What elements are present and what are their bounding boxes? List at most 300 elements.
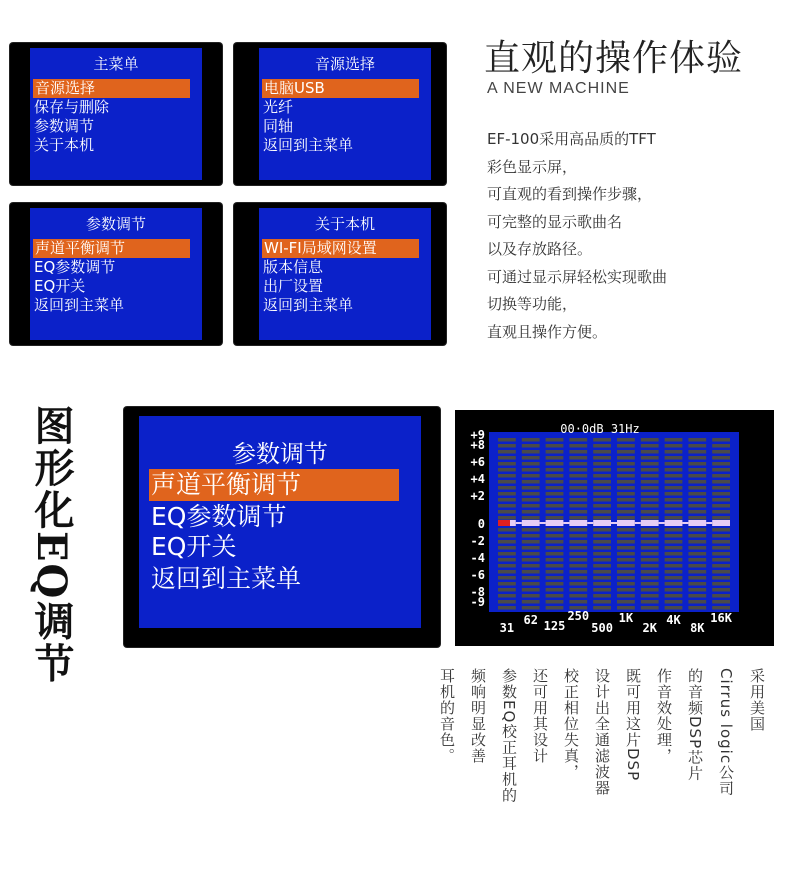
- eq-band-segment: [665, 558, 683, 562]
- eq-band-segment: [665, 552, 683, 556]
- eq-level-marker: [665, 520, 683, 526]
- eq-band-segment: [688, 444, 706, 448]
- eq-band-segment: [522, 450, 540, 454]
- eq-band-segment: [522, 564, 540, 568]
- eq-band-segment: [665, 438, 683, 442]
- eq-band-segment: [593, 504, 611, 508]
- eq-band-segment: [569, 438, 587, 442]
- eq-band-segment: [522, 438, 540, 442]
- eq-band-segment: [665, 516, 683, 520]
- eq-band-segment: [569, 528, 587, 532]
- eq-band-segment: [522, 546, 540, 550]
- eq-band-segment: [641, 570, 659, 574]
- eq-band-segment: [569, 516, 587, 520]
- eq-band-segment: [641, 450, 659, 454]
- eq-band-segment: [569, 540, 587, 544]
- eq-band-segment: [712, 504, 730, 508]
- eq-band-segment: [498, 546, 516, 550]
- eq-band-segment: [688, 534, 706, 538]
- eq-level-marker: [688, 520, 706, 526]
- eq-band-segment: [665, 456, 683, 460]
- menu-item-back[interactable]: 返回到主菜单: [34, 296, 125, 314]
- eq-band-segment: [569, 492, 587, 496]
- eq-band-segment: [712, 498, 730, 502]
- vertical-text-column: Cirrus logic公司: [717, 668, 735, 797]
- eq-band-segment: [522, 480, 540, 484]
- eq-band-segment: [498, 540, 516, 544]
- eq-band-segment: [593, 468, 611, 472]
- menu-item-balance[interactable]: 声道平衡调节: [33, 239, 190, 258]
- menu-item-eq-params[interactable]: EQ参数调节: [34, 258, 116, 276]
- eq-band-segment: [569, 600, 587, 604]
- eq-band-segment: [522, 510, 540, 514]
- eq-band-segment: [522, 576, 540, 580]
- eq-band-segment: [688, 498, 706, 502]
- eq-band-segment: [617, 576, 635, 580]
- eq-band-segment: [522, 462, 540, 466]
- eq-band-segment: [617, 492, 635, 496]
- eq-band-segment: [593, 606, 611, 610]
- eq-band-segment: [522, 516, 540, 520]
- eq-x-tick-label: 2K: [642, 621, 657, 635]
- eq-x-tick-label: 125: [543, 619, 566, 633]
- eq-band-segment: [546, 474, 564, 478]
- eq-band-segment: [665, 444, 683, 448]
- menu-item-balance[interactable]: 声道平衡调节: [149, 469, 399, 501]
- eq-band-segment: [688, 606, 706, 610]
- eq-band-segment: [712, 486, 730, 490]
- eq-band-segment: [569, 486, 587, 490]
- eq-band-segment: [688, 474, 706, 478]
- eq-band-segment: [688, 594, 706, 598]
- eq-band-segment: [546, 480, 564, 484]
- eq-band-segment: [546, 438, 564, 442]
- eq-band-segment: [688, 600, 706, 604]
- menu-screen-about: [234, 203, 446, 345]
- screen-title: 关于本机: [314, 215, 375, 233]
- eq-band-segment: [569, 462, 587, 466]
- eq-band-segment: [688, 456, 706, 460]
- eq-band-segment: [641, 444, 659, 448]
- eq-band-segment: [593, 552, 611, 556]
- eq-band-segment: [712, 456, 730, 460]
- eq-band-segment: [498, 498, 516, 502]
- menu-item-optical[interactable]: 光纤: [263, 98, 294, 116]
- eq-band-segment: [688, 504, 706, 508]
- eq-band-segment: [569, 468, 587, 472]
- eq-band-segment: [522, 606, 540, 610]
- eq-y-tick-label: +2: [470, 489, 485, 503]
- eq-band-segment: [712, 438, 730, 442]
- eq-band-segment: [522, 468, 540, 472]
- eq-band-segment: [593, 576, 611, 580]
- eq-band-segment: [641, 564, 659, 568]
- eq-band-segment: [665, 594, 683, 598]
- eq-band-segment: [546, 462, 564, 466]
- eq-band-segment: [546, 516, 564, 520]
- eq-band-segment: [498, 600, 516, 604]
- eq-band-segment: [712, 606, 730, 610]
- eq-band-segment: [593, 600, 611, 604]
- eq-band-segment: [641, 474, 659, 478]
- vertical-text-column: 参数EQ校正耳机的: [500, 668, 518, 804]
- description-line: 彩色显示屏，: [487, 157, 578, 176]
- vertical-text-column: 的音频DSP芯片: [686, 668, 704, 782]
- eq-band-segment: [498, 480, 516, 484]
- eq-band-segment: [665, 570, 683, 574]
- menu-item-source[interactable]: 音源选择: [33, 79, 190, 98]
- eq-band-segment: [617, 594, 635, 598]
- eq-band-segment: [712, 570, 730, 574]
- vertical-text-column: 既可用这片DSP: [624, 668, 642, 782]
- vertical-text-column: 校正相位失真，: [562, 668, 580, 780]
- eq-band-segment: [546, 552, 564, 556]
- eq-band-segment: [688, 576, 706, 580]
- eq-band-segment: [617, 552, 635, 556]
- eq-band-segment: [498, 510, 516, 514]
- big-menu-screen: [124, 407, 440, 647]
- eq-band-segment: [712, 588, 730, 592]
- eq-band-segment: [569, 546, 587, 550]
- menu-item-back[interactable]: 返回到主菜单: [151, 564, 302, 593]
- eq-level-line: [682, 522, 688, 524]
- eq-band-segment: [546, 492, 564, 496]
- eq-y-tick-label: +6: [470, 455, 485, 469]
- eq-x-tick-label: 62: [523, 613, 538, 627]
- eq-band-segment: [712, 480, 730, 484]
- eq-band-segment: [641, 588, 659, 592]
- eq-band-segment: [593, 588, 611, 592]
- eq-band-segment: [617, 540, 635, 544]
- eq-band-segment: [522, 486, 540, 490]
- eq-band-segment: [641, 516, 659, 520]
- screen-title: 参数调节: [232, 440, 328, 468]
- eq-band-segment: [593, 582, 611, 586]
- eq-band-segment: [522, 528, 540, 532]
- eq-band-segment: [569, 510, 587, 514]
- eq-band-segment: [498, 564, 516, 568]
- eq-band-segment: [569, 582, 587, 586]
- eq-band-segment: [546, 468, 564, 472]
- eq-band-segment: [665, 528, 683, 532]
- eq-band-segment: [712, 462, 730, 466]
- eq-band-segment: [546, 564, 564, 568]
- eq-band-segment: [641, 468, 659, 472]
- eq-band-segment: [712, 510, 730, 514]
- screen-title: 参数调节: [85, 215, 146, 233]
- eq-band-segment: [641, 528, 659, 532]
- eq-band-segment: [641, 438, 659, 442]
- eq-band-segment: [498, 558, 516, 562]
- eq-band-segment: [569, 498, 587, 502]
- eq-band-segment: [665, 540, 683, 544]
- description-line: EF-100采用高品质的TFT: [487, 130, 656, 148]
- eq-band-segment: [498, 576, 516, 580]
- eq-band-segment: [522, 498, 540, 502]
- eq-band-segment: [617, 510, 635, 514]
- menu-item-back[interactable]: 返回到主菜单: [263, 296, 354, 314]
- eq-x-tick-label: 16K: [710, 611, 732, 625]
- eq-band-segment: [569, 450, 587, 454]
- eq-band-segment: [641, 540, 659, 544]
- eq-level-marker: [641, 520, 659, 526]
- description-line: 可完整的显示歌曲名: [487, 212, 623, 231]
- eq-band-segment: [593, 456, 611, 460]
- description-line: 以及存放路径。: [487, 240, 593, 258]
- eq-band-segment: [569, 474, 587, 478]
- eq-level-line: [540, 522, 546, 524]
- eq-band-segment: [712, 552, 730, 556]
- eq-level-line: [587, 522, 593, 524]
- eq-band-segment: [641, 582, 659, 586]
- eq-band-segment: [498, 462, 516, 466]
- eq-band-segment: [546, 570, 564, 574]
- menu-item-about[interactable]: 关于本机: [34, 136, 95, 154]
- eq-band-segment: [641, 600, 659, 604]
- eq-band-segment: [617, 570, 635, 574]
- eq-band-segment: [498, 504, 516, 508]
- eq-band-segment: [569, 534, 587, 538]
- eq-band-segment: [617, 456, 635, 460]
- eq-band-segment: [712, 594, 730, 598]
- eq-band-segment: [688, 468, 706, 472]
- eq-band-segment: [617, 534, 635, 538]
- eq-band-segment: [569, 570, 587, 574]
- eq-band-segment: [546, 600, 564, 604]
- eq-band-segment: [546, 576, 564, 580]
- menu-screen-main: [10, 43, 222, 185]
- eq-band-segment: [569, 444, 587, 448]
- eq-band-segment: [712, 516, 730, 520]
- eq-band-segment: [546, 558, 564, 562]
- eq-band-segment: [688, 516, 706, 520]
- vertical-text-column: 设计出全通滤波器: [593, 668, 611, 796]
- menu-item-factory-reset[interactable]: 出厂设置: [263, 277, 324, 295]
- eq-band-segment: [641, 462, 659, 466]
- eq-x-tick-label: 31: [499, 621, 515, 635]
- eq-band-segment: [522, 558, 540, 562]
- menu-screen-source: [234, 43, 446, 185]
- eq-band-segment: [498, 486, 516, 490]
- eq-band-segment: [498, 474, 516, 478]
- eq-band-segment: [665, 510, 683, 514]
- description: [487, 126, 667, 346]
- menu-item-coaxial[interactable]: 同轴: [263, 117, 294, 135]
- eq-y-tick-label: -2: [470, 534, 485, 548]
- eq-band-segment: [617, 600, 635, 604]
- eq-band-segment: [593, 564, 611, 568]
- eq-y-tick-label: +9: [470, 428, 485, 442]
- eq-band-segment: [617, 468, 635, 472]
- eq-band-segment: [546, 498, 564, 502]
- eq-band-segment: [522, 534, 540, 538]
- eq-band-segment: [688, 570, 706, 574]
- eq-band-segment: [712, 564, 730, 568]
- eq-band-segment: [498, 552, 516, 556]
- eq-band-segment: [641, 576, 659, 580]
- eq-band-segment: [546, 486, 564, 490]
- eq-level-line: [635, 522, 641, 524]
- eq-band-segment: [617, 498, 635, 502]
- eq-band-segment: [641, 492, 659, 496]
- eq-band-segment: [498, 444, 516, 448]
- eq-band-segment: [522, 474, 540, 478]
- eq-band-segment: [688, 438, 706, 442]
- eq-band-segment: [641, 480, 659, 484]
- description-line: 直观且操作方便。: [487, 322, 608, 341]
- menu-item-params[interactable]: 参数调节: [34, 117, 95, 135]
- menu-item-eq-params[interactable]: EQ参数调节: [151, 502, 287, 531]
- eq-band-segment: [522, 570, 540, 574]
- description-line: 可通过显示屏轻松实现歌曲: [487, 267, 668, 286]
- eq-display: [455, 410, 774, 646]
- menu-item-save-delete[interactable]: 保存与删除: [34, 98, 110, 116]
- eq-band-segment: [498, 468, 516, 472]
- eq-band-segment: [641, 546, 659, 550]
- eq-band-segment: [712, 576, 730, 580]
- eq-band-segment: [498, 534, 516, 538]
- eq-band-segment: [522, 492, 540, 496]
- eq-band-segment: [617, 564, 635, 568]
- menu-item-wifi[interactable]: WI-FI局域网设置: [262, 239, 419, 258]
- section-title: 图形化EQ调节: [28, 405, 75, 685]
- eq-band-segment: [665, 474, 683, 478]
- eq-y-tick-label: -4: [470, 551, 485, 565]
- eq-band-segment: [617, 582, 635, 586]
- eq-y-tick-label: -9: [470, 595, 485, 609]
- eq-band-segment: [688, 540, 706, 544]
- eq-level-marker: [617, 520, 635, 526]
- eq-band-segment: [498, 528, 516, 532]
- eq-band-segment: [641, 510, 659, 514]
- eq-x-tick-label: 250: [567, 609, 590, 623]
- eq-band-segment: [617, 504, 635, 508]
- eq-band-segment: [569, 480, 587, 484]
- eq-band-segment: [617, 486, 635, 490]
- eq-band-segment: [569, 594, 587, 598]
- eq-band-segment: [641, 498, 659, 502]
- eq-band-segment: [617, 444, 635, 448]
- eq-band-segment: [593, 498, 611, 502]
- eq-y-tick-label: +8: [470, 438, 485, 452]
- eq-band-segment: [593, 570, 611, 574]
- description-line: 切换等功能，: [487, 295, 578, 313]
- eq-band-segment: [522, 588, 540, 592]
- eq-band-segment: [546, 528, 564, 532]
- eq-band-segment: [712, 534, 730, 538]
- eq-band-segment: [617, 606, 635, 610]
- eq-band-segment: [712, 492, 730, 496]
- screen-title: 音源选择: [314, 55, 375, 73]
- eq-level-marker: [546, 520, 564, 526]
- screen-title: 主菜单: [93, 55, 139, 73]
- eq-level-line: [516, 522, 522, 524]
- eq-band-segment: [593, 534, 611, 538]
- eq-band-segment: [712, 528, 730, 532]
- eq-band-segment: [546, 606, 564, 610]
- eq-band-segment: [641, 594, 659, 598]
- eq-band-segment: [617, 438, 635, 442]
- eq-band-segment: [569, 576, 587, 580]
- eq-band-segment: [665, 606, 683, 610]
- eq-header-label: 00·0dB 31Hz: [560, 422, 640, 436]
- eq-band-segment: [641, 486, 659, 490]
- eq-band-segment: [498, 606, 516, 610]
- eq-band-segment: [546, 594, 564, 598]
- eq-band-segment: [522, 582, 540, 586]
- eq-band-segment: [665, 480, 683, 484]
- eq-x-tick-label: 4K: [666, 613, 681, 627]
- eq-level-marker: [593, 520, 611, 526]
- eq-band-segment: [617, 474, 635, 478]
- eq-band-segment: [522, 504, 540, 508]
- eq-y-tick-label: -6: [470, 568, 485, 582]
- vertical-text-column: 作音效处理，: [655, 668, 673, 764]
- eq-band-segment: [641, 456, 659, 460]
- eq-band-segment: [522, 540, 540, 544]
- eq-y-tick-label: +4: [470, 472, 485, 486]
- eq-band-segment: [593, 516, 611, 520]
- eq-graph: [455, 410, 774, 646]
- eq-band-segment: [665, 450, 683, 454]
- eq-band-segment: [498, 516, 516, 520]
- eq-band-segment: [712, 558, 730, 562]
- eq-band-segment: [593, 546, 611, 550]
- vertical-text-column: 频响明显改善: [469, 668, 487, 764]
- eq-band-segment: [641, 504, 659, 508]
- eq-y-tick-label: 0: [477, 517, 485, 531]
- eq-band-segment: [688, 528, 706, 532]
- eq-band-segment: [593, 510, 611, 514]
- eq-band-segment: [617, 480, 635, 484]
- eq-selected-indicator: [498, 520, 510, 526]
- eq-band-segment: [617, 516, 635, 520]
- eq-level-line: [659, 522, 665, 524]
- eq-band-segment: [522, 444, 540, 448]
- eq-band-segment: [617, 462, 635, 466]
- eq-band-segment: [641, 534, 659, 538]
- menu-item-eq-switch[interactable]: EQ开关: [34, 277, 86, 295]
- eq-band-segment: [688, 546, 706, 550]
- eq-band-segment: [688, 564, 706, 568]
- menu-item-version[interactable]: 版本信息: [263, 258, 324, 276]
- eq-band-segment: [641, 606, 659, 610]
- eq-band-segment: [546, 504, 564, 508]
- eq-band-segment: [522, 594, 540, 598]
- eq-band-segment: [665, 504, 683, 508]
- eq-band-segment: [593, 558, 611, 562]
- eq-band-segment: [593, 444, 611, 448]
- eq-x-tick-label: 8K: [690, 621, 705, 635]
- eq-band-segment: [712, 540, 730, 544]
- eq-band-segment: [665, 492, 683, 496]
- eq-band-segment: [546, 510, 564, 514]
- eq-band-segment: [498, 582, 516, 586]
- eq-band-segment: [617, 546, 635, 550]
- eq-band-segment: [688, 462, 706, 466]
- eq-level-line: [611, 522, 617, 524]
- vertical-text-column: 还可用其设计: [531, 668, 549, 764]
- vertical-description: [437, 668, 766, 868]
- eq-band-segment: [712, 600, 730, 604]
- eq-band-segment: [498, 594, 516, 598]
- vertical-text-column: 耳机的音色。: [438, 668, 456, 764]
- eq-band-segment: [665, 534, 683, 538]
- menu-item-back[interactable]: 返回到主菜单: [263, 136, 354, 154]
- eq-band-segment: [546, 540, 564, 544]
- menu-item-usb[interactable]: 电脑USB: [262, 79, 419, 98]
- menu-item-eq-switch[interactable]: EQ开关: [151, 532, 237, 561]
